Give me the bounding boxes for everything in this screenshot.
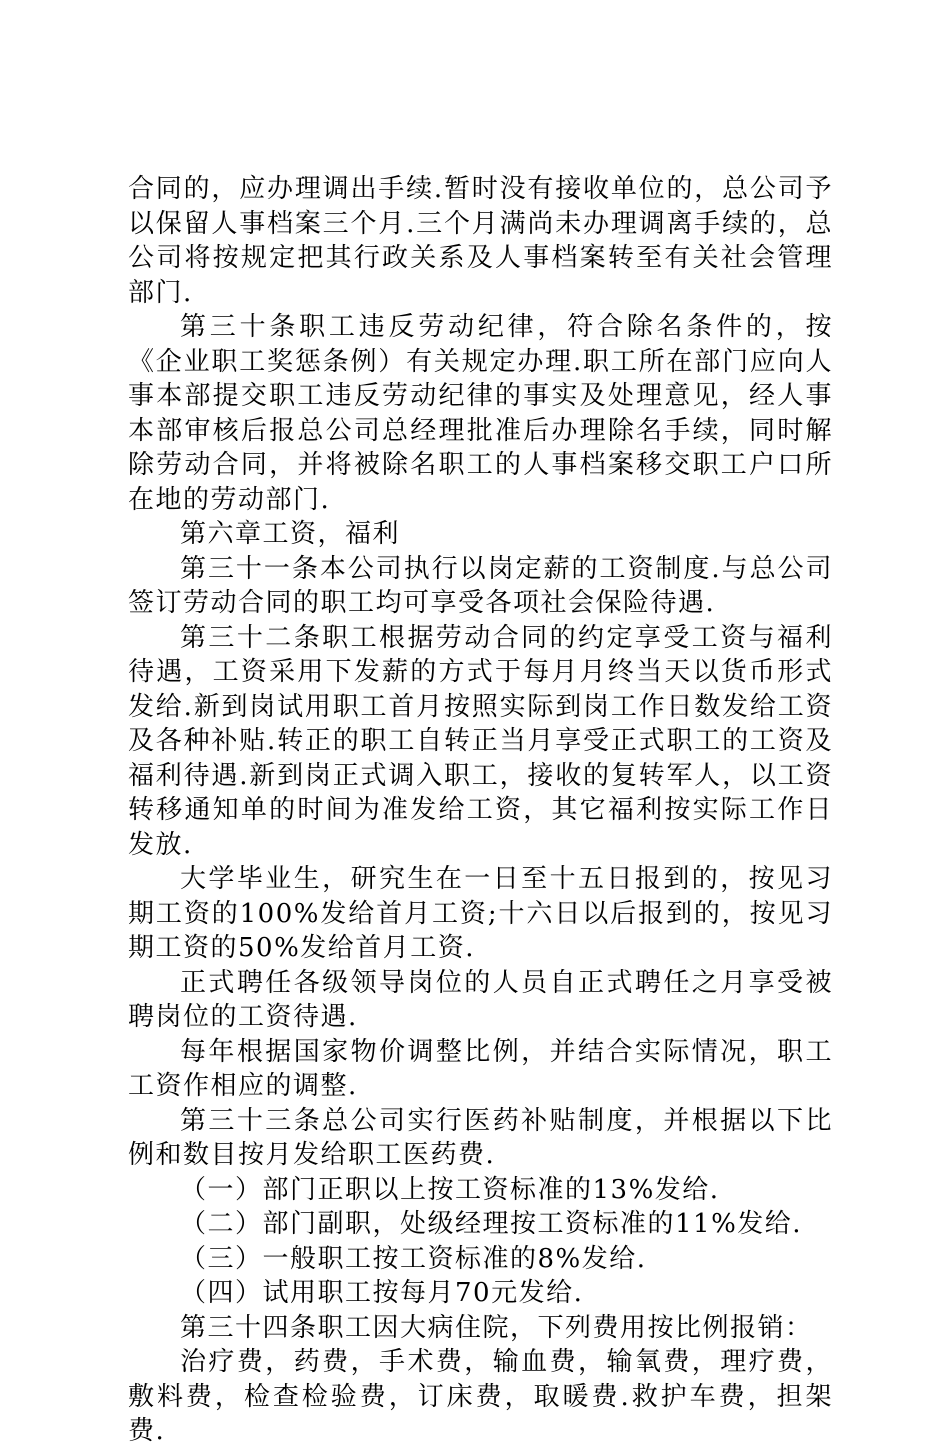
paragraph-article-34: 第三十四条职工因大病住院，下列费用按比例报销：	[180, 1312, 813, 1343]
paragraph-article-32: 第三十二条职工根据劳动合同的约定享受工资与福利待遇，工资采用下发薪的方式于每月月终当天以货币形式发给.新到岗试用职工首月按照实际到岗工作日数发给工资及各种补贴.转正的职工自转正当月享受正式职工的工资及福利待遇.新到岗正式调入职工，接收的复转军人，以工资转移通知单的时间为准发给工资，其它福利按实际工作日发放.	[128, 622, 833, 860]
paragraph-graduate-wages: 大学毕业生，研究生在一日至十五日报到的，按见习期工资的100%发给首月工资;十六日以后报到的，按见习期工资的50%发给首月工资.	[128, 864, 833, 963]
list-item-1: （一）部门正职以上按工资标准的13%发给.	[180, 1174, 720, 1205]
paragraph-article-33: 第三十三条总公司实行医药补贴制度，并根据以下比例和数目按月发给职工医药费.	[128, 1105, 833, 1170]
paragraph-article-31: 第三十一条本公司执行以岗定薪的工资制度.与总公司签订劳动合同的职工均可享受各项社会保险待遇.	[128, 553, 833, 618]
chapter-heading-wages-welfare: 第六章工资，福利	[180, 519, 401, 549]
paragraph-transfer-procedures: 合同的，应办理调出手续.暂时没有接收单位的，总公司予以保留人事档案三个月.三个月满尚未办理调离手续的，总公司将按规定把其行政关系及人事档案转至有关社会管理部门.	[128, 174, 833, 308]
list-item-4: （四）试用职工按每月70元发给.	[180, 1278, 584, 1308]
paragraph-leadership-wages: 正式聘任各级领导岗位的人员自正式聘任之月享受被聘岗位的工资待遇.	[128, 967, 833, 1032]
list-item-2: （二）部门副职，处级经理按工资标准的11%发给.	[180, 1209, 803, 1239]
document-body	[128, 172, 833, 1449]
list-item-3: （三）一般职工按工资标准的8%发给.	[180, 1243, 647, 1274]
paragraph-article-30: 第三十条职工违反劳动纪律，符合除名条件的，按《企业职工奖惩条例）有关规定办理.职工所在部门应向人事本部提交职工违反劳动纪律的事实及处理意见，经人事本部审核后报总公司总经理批准后办理除名手续，同时解除劳动合同，并将被除名职工的人事档案移交职工户口所在地的劳动部门.	[128, 312, 833, 515]
paragraph-reimbursable-expenses: 治疗费，药费，手术费，输血费，输氧费，理疗费，敷料费，检查检验费，订床费，取暖费.救护车费，担架费.	[128, 1347, 833, 1446]
paragraph-annual-adjustment: 每年根据国家物价调整比例，并结合实际情况，职工工资作相应的调整.	[128, 1036, 833, 1101]
